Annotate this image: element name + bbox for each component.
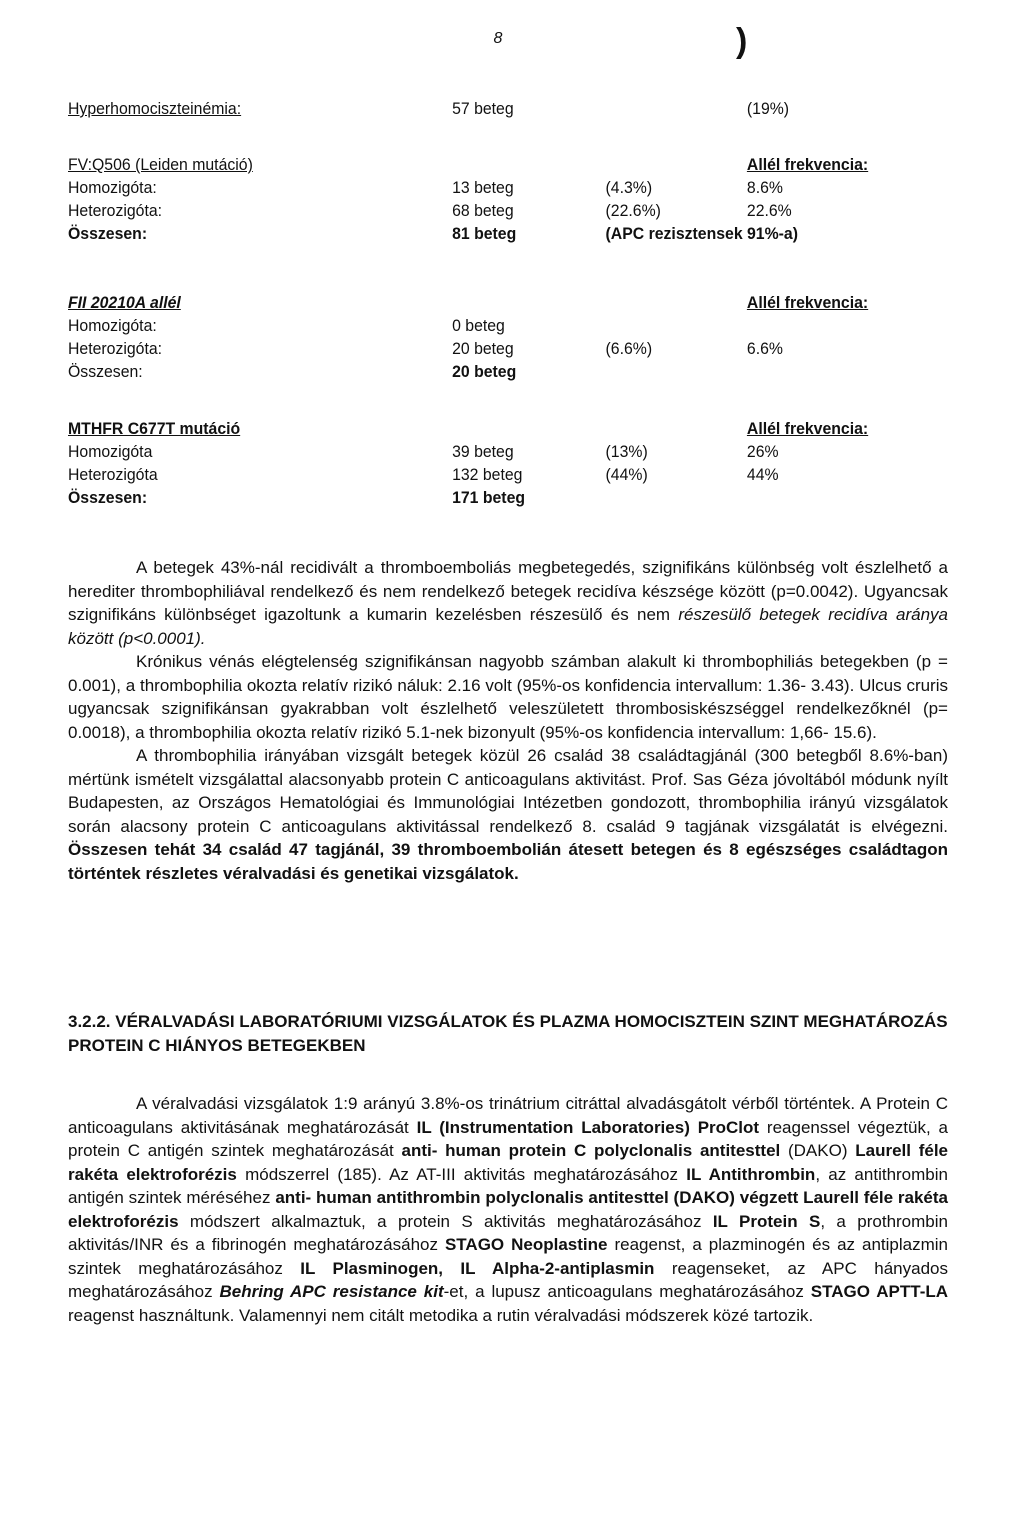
- reagent-name: STAGO Neoplastine: [444, 1235, 608, 1254]
- total-count: 171 beteg: [452, 488, 526, 507]
- total-row: [68, 360, 886, 383]
- row-percent: (22.6%): [605, 201, 661, 220]
- text-span: reagenst, a plazminogén és az antiplazmin szintek meghatározásához: [68, 1235, 948, 1278]
- reagent-name: IL Antithrombin: [686, 1164, 816, 1184]
- paragraph-bold-text: Összesen tehát 34 család 47 tagjánál, 39 thromboembolián átesett betegen és 8 egészséges családtagon történtek részletes véralvadási és genetikai vizsgálatok.: [68, 840, 948, 883]
- paragraph-methods: [68, 1092, 948, 1327]
- reagent-name: IL Plasminogen, IL Alpha-2-antiplasmin: [300, 1258, 655, 1278]
- mthfr-freq-header: Allél frekvencia:: [746, 419, 869, 438]
- row-label: Heterozigóta:: [68, 201, 163, 220]
- table-row: [68, 314, 886, 337]
- table-row: [68, 199, 886, 222]
- row-count: 13 beteg: [452, 178, 514, 197]
- section-heading: 3.2.2. VÉRALVADÁSI LABORATÓRIUMI VIZSGÁLATOK ÉS PLAZMA HOMOCISZTEIN SZINT MEGHATÁROZÁS PROTEIN C HIÁNYOS BETEGEKBEN: [68, 1012, 948, 1055]
- text-span: módszert alkalmaztuk, a protein S aktivitás meghatározásához: [178, 1211, 713, 1231]
- reagent-name: IL (Instrumentation Laboratories) ProClot: [416, 1117, 760, 1137]
- total-label: Összesen:: [68, 224, 148, 243]
- text-span: , az antithrombin antigén szintek méréséhez: [68, 1164, 948, 1207]
- method-name: Laurell féle rakéta elektroforézis: [68, 1141, 949, 1184]
- total-row: [68, 222, 886, 245]
- table-row: [68, 463, 886, 486]
- paragraph-text: A betegek 43%-nál recidivált a thromboemboliás megbetegedés, szignifikáns különbség volt észlelhető a herediter thrombophiliával rendelkező és nem rendelkező betegek recidíva készsége között (p=0.0042). Ugyancsak szignifikáns különbséget igazoltunk a kumarin kezelésben részesülő és nem: [68, 558, 948, 624]
- text-span: módszerrel (185). Az AT-III aktivitás meghatározásához: [236, 1164, 687, 1184]
- methods-text: [68, 1092, 948, 1327]
- row-label: Homozigóta: [68, 442, 153, 461]
- results-text: [68, 556, 948, 885]
- fii-title: FII 20210A allél: [68, 293, 181, 312]
- row-frequency: 44%: [746, 465, 779, 484]
- text-span: -et, a lupusz anticoagulans meghatározásához: [443, 1282, 811, 1301]
- table-row: [68, 440, 886, 463]
- row-percent: (13%): [605, 442, 648, 461]
- fii-freq-header: Allél frekvencia:: [746, 293, 869, 312]
- reagent-name: anti- human protein C polyclonalis antitesttel: [401, 1141, 781, 1160]
- total-row: [68, 486, 886, 509]
- row-label: Homozigóta:: [68, 178, 157, 197]
- mthfr-title: MTHFR C677T mutáció: [68, 419, 241, 438]
- paragraph-venas: Krónikus vénás elégtelenség szignifikánsan nagyobb számban alakult ki thrombophiliás betegekben (p = 0.001), a thrombophilia okozta relatív rizikó náluk: 2.16 volt (95%-os konfidencia intervallum: 1.36- 3.43). Ulcus cruris ugyancsak szignifikánsan gyakrabban volt észlelhető veleszületett thrombosiskészséggel rendelkezőknél (p= 0.0018), a thrombophilia okozta relatív rizikó 5.1-nek bizonyult (95%-os konfidencia intervallum: 1,66- 15.6).: [68, 652, 948, 742]
- fii-table: [68, 291, 886, 383]
- text-span: reagenseket, az APC hányados meghatározásához: [68, 1258, 948, 1301]
- hyperhomocisztein-label: Hyperhomociszteinémia:: [68, 99, 242, 118]
- total-label: Összesen:: [68, 488, 148, 507]
- row-count: 132 beteg: [452, 465, 523, 484]
- text-span: reagenst használtunk. Valamennyi nem citált metodika a rutin véralvadási módszerek közé tartozik.: [68, 1305, 814, 1325]
- fv-leiden-table: [68, 153, 886, 245]
- row-percent: (44%): [605, 465, 648, 484]
- row-percent: (4.3%): [605, 178, 653, 197]
- row-frequency: 6.6%: [746, 339, 783, 358]
- row-label: Heterozigóta:: [68, 339, 163, 358]
- table-row: [68, 337, 886, 360]
- reagent-name: Behring APC resistance kit: [219, 1282, 444, 1301]
- method-name: anti- human antithrombin polyclonalis antitesttel (DAKO) végzett Laurell féle rakéta elektroforézis: [68, 1188, 948, 1231]
- total-count: 81 beteg: [452, 224, 517, 243]
- paragraph-text: A thrombophilia irányában vizsgált betegek közül 26 család 38 családtagjánál (300 betegből 8.6%-ban) mértünk ismételt vizsgálattal alacsonyabb protein C anticoagulans aktivitást. Prof. Sas Géza jóvoltából módunk nyílt Budapesten, az Országos Hematológiai és Immunológiai Intézetben gondozott, thrombophilia irányú vizsgálatok során alacsony protein C anticoagulans aktivitással rendelkező 8. család 9 tagjának vizsgálatát is elvégezni.: [68, 746, 948, 836]
- paragraph-family: [68, 744, 948, 885]
- fv-title: FV:Q506 (Leiden mutáció): [68, 155, 253, 174]
- table-row: [68, 176, 886, 199]
- text-span: , a prothrombin aktivitás/INR és a fibrinogén meghatározásához: [68, 1211, 948, 1254]
- total-count: 20 beteg: [452, 362, 517, 381]
- text-span: A véralvadási vizsgálatok 1:9 arányú 3.8%-os trinátrium citráttal alvadásgátolt vérből történtek. A Protein C anticoagulans aktivitásának meghatározását: [68, 1094, 948, 1137]
- row-count: 68 beteg: [452, 201, 514, 220]
- reagent-name: IL Protein S: [712, 1211, 821, 1231]
- text-span: reagenssel végeztük, a protein C antigén szintek meghatározását: [68, 1117, 948, 1160]
- hyperhomocisztein-count: 57 beteg: [452, 99, 514, 118]
- hyperhomocisztein-row: [68, 97, 886, 120]
- row-frequency: 8.6%: [746, 178, 783, 197]
- row-count: 39 beteg: [452, 442, 514, 461]
- text-span: (DAKO): [780, 1141, 856, 1160]
- row-percent: (6.6%): [605, 339, 653, 358]
- row-frequency: 22.6%: [746, 201, 792, 220]
- fv-freq-header: Allél frekvencia:: [746, 155, 869, 174]
- page-number: 8: [493, 30, 503, 47]
- total-note: (APC rezisztensek 91%-a): [605, 224, 798, 243]
- reagent-name: STAGO APTT-LA: [810, 1282, 949, 1301]
- row-count: 20 beteg: [452, 339, 514, 358]
- row-label: Heterozigóta: [68, 465, 158, 484]
- row-count: 0 beteg: [452, 316, 505, 335]
- total-label: Összesen:: [68, 362, 143, 381]
- paragraph-recidiva: [68, 556, 948, 650]
- row-label: Homozigóta:: [68, 316, 157, 335]
- margin-mark: ): [736, 22, 748, 60]
- mthfr-table: [68, 417, 886, 509]
- hyperhomocisztein-percent: (19%): [746, 99, 790, 118]
- paragraph-italic-text: részesülő betegek recidíva aránya között (p<0.0001).: [68, 605, 948, 648]
- row-frequency: 26%: [746, 442, 779, 461]
